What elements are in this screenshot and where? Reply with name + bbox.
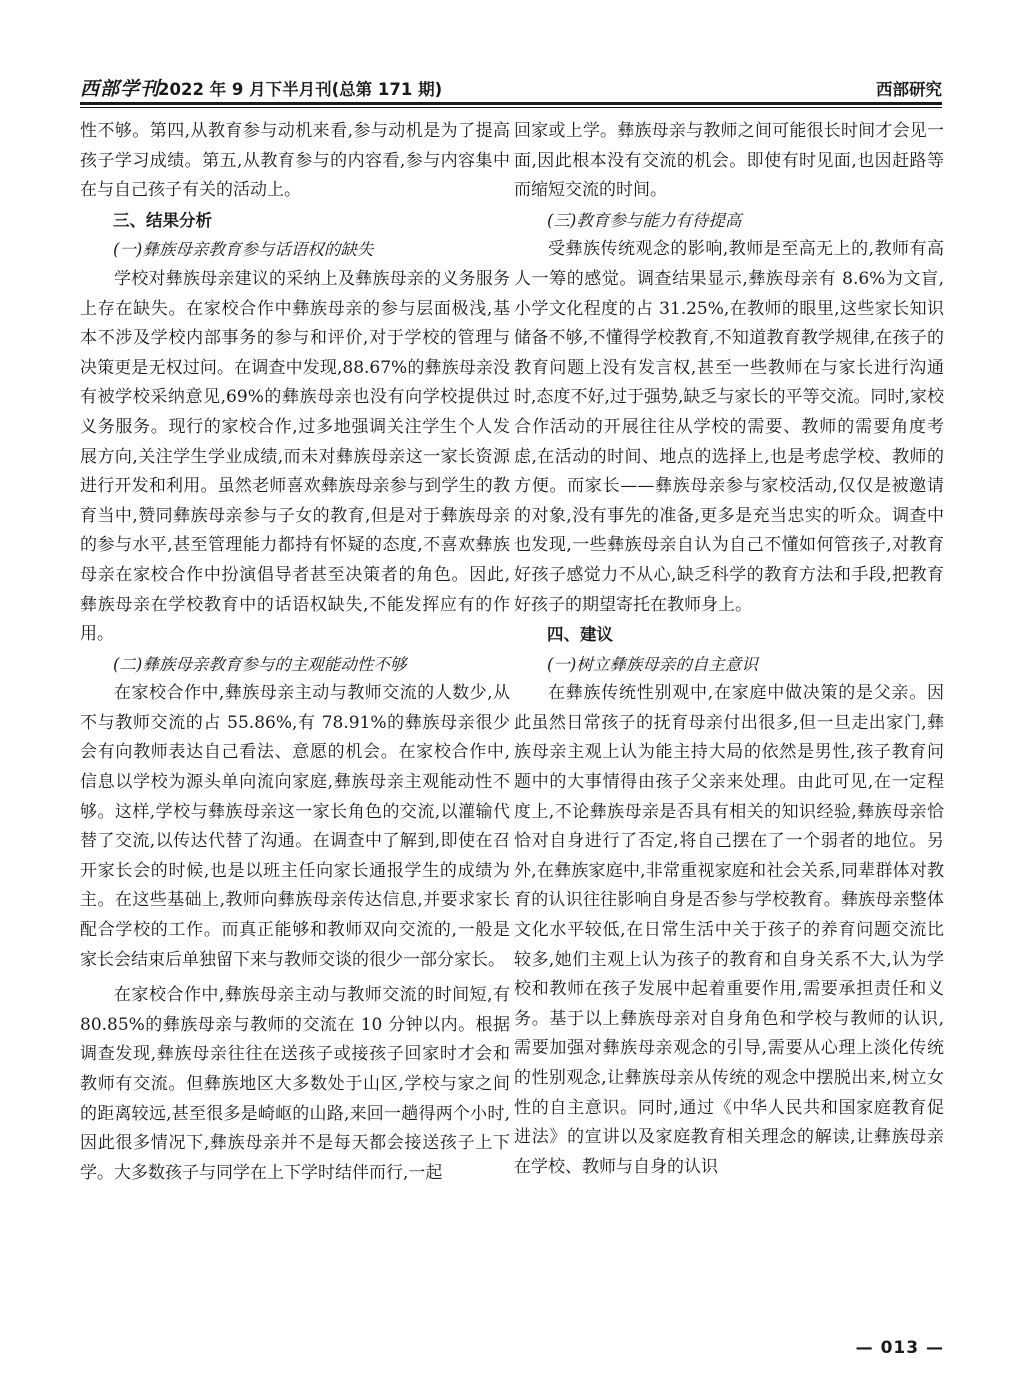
paragraph: 受彝族传统观念的影响,教师是至高无上的,教师有高人一筹的感觉。调查结果显示,彝族母亲有 8.6%为文盲,小学文化程度的占 31.25%,在教师的眼里,这些家长知识储备不够,不懂得学校教育,不知道教育教学规律,在孩子的教育问题上没有发言权,甚至一些教师在与家长进行沟通时,态度不好,过于强势,缺乏与家长的平等交流。同时,家校合作活动的开展往往从学校的需要、教师的需要角度考虑,在活动的时间、地点的选择上,也是考虑学校、教师的方便。而家长——彝族母亲参与家校活动,仅仅是被邀请的对象,没有事先的准备,更多是充当忠实的听众。调查中也发现,一些彝族母亲自认为自己不懂如何管孩子,对教育好孩子感觉力不从心,缺乏科学的教育方法和手段,把教育好孩子的期望寄托在教师身上。 [514,239,944,615]
section-heading: 三、结果分析 [113,210,212,230]
left-column [80,117,510,1188]
header-rule-thick [80,102,942,105]
subsection-heading: (一)彝族母亲教育参与话语权的缺失 [113,240,374,260]
subsection-heading: (二)彝族母亲教育参与的主观能动性不够 [113,654,407,674]
subsection-heading: (三)教育参与能力有待提高 [547,210,742,230]
subsection-heading: (一)树立彝族母亲的自主意识 [547,654,758,674]
page-number: — 013 — [855,1338,944,1358]
section-heading: 四、建议 [547,625,613,645]
paragraph: 性不够。第四,从教育参与动机来看,参与动机是为了提高孩子学习成绩。第五,从教育参与的内容看,参与内容集中在与自己孩子有关的活动上。 [80,121,510,201]
paragraph: 在家校合作中,彝族母亲主动与教师交流的时间短,有 80.85%的彝族母亲与教师的交流在 10 分钟以内。根据调查发现,彝族母亲往往在送孩子或接孩子回家时才会和教师有交流。但彝族地区大多数处于山区,学校与家之间的距离较远,甚至很多是崎岖的山路,来回一趟得两个小时,因此很多情况下,彝族母亲并不是每天都会接送孩子上下学。大多数孩子与同学在上下学时结伴而行,一起 [80,985,510,1183]
running-header [80,72,942,102]
header-rule-thin [80,107,942,108]
paragraph: 在家校合作中,彝族母亲主动与教师交流的人数少,从不与教师交流的占 55.86%,有 78.91%的彝族母亲很少会有向教师表达自己看法、意愿的机会。在家校合作中,信息以学校为源头单向流向家庭,彝族母亲主观能动性不够。这样,学校与彝族母亲这一家长角色的交流,以灌输代替了交流,以传达代替了沟通。在调查中了解到,即使在召开家长会的时候,也是以班主任向家长通报学生的成绩为主。在这些基础上,教师向彝族母亲传达信息,并要求家长配合学校的工作。而真正能够和教师双向交流的,一般是家长会结束后单独留下来与教师交谈的很少一部分家长。 [80,683,510,970]
section-name: 西部研究 [876,80,942,99]
journal-name: 西部学刊 [80,78,161,100]
paragraph: 回家或上学。彝族母亲与教师之间可能很长时间才会见一面,因此根本没有交流的机会。即使有时见面,也因赶路等而缩短交流的时间。 [514,121,944,201]
paragraph: 学校对彝族母亲建议的采纳上及彝族母亲的义务服务上存在缺失。在家校合作中彝族母亲的参与层面极浅,基本不涉及学校内部事务的参与和评价,对于学校的管理与决策更是无权过问。在调查中发现,88.67%的彝族母亲没有被学校采纳意见,69%的彝族母亲也没有向学校提供过义务服务。现行的家校合作,过多地强调关注学生个人发展方向,关注学生学业成绩,而未对彝族母亲这一家长资源进行开发和利用。虽然老师喜欢彝族母亲参与到学生的教育当中,赞同彝族母亲参与子女的教育,但是对于彝族母亲的参与水平,甚至管理能力都持有怀疑的态度,不喜欢彝族母亲在家校合作中扮演倡导者甚至决策者的角色。因此,彝族母亲在学校教育中的话语权缺失,不能发挥应有的作用。 [80,268,510,645]
paragraph: 在彝族传统性别观中,在家庭中做决策的是父亲。因此虽然日常孩子的抚育母亲付出很多,但一旦走出家门,彝族母亲主观上认为能主持大局的依然是男性,孩子教育问题中的大事情得由孩子父亲来处理。由此可见,在一定程度上,不论彝族母亲是否具有相关的知识经验,彝族母亲恰恰对自身进行了否定,将自己摆在了一个弱者的地位。另外,在彝族家庭中,非常重视家庭和社会关系,同辈群体对教育的认识往往影响自身是否参与学校教育。彝族母亲整体文化水平较低,在日常生活中关于孩子的养育问题交流比较多,她们主观上认为孩子的教育和自身关系不大,认为学校和教师在孩子发展中起着重要作用,需要承担责任和义务。基于以上彝族母亲对自身角色和学校与教师的认识,需要加强对彝族母亲观念的引导,需要从心理上淡化传统的性别观念,让彝族母亲从传统的观念中摆脱出来,树立女性的自主意识。同时,通过《中华人民共和国家庭教育促进法》的宣讲以及家庭教育相关理念的解读,让彝族母亲在学校、教师与自身的认识 [514,683,944,1177]
right-column [514,117,944,1182]
issue-info: 2022 年 9 月下半月刊(总第 171 期) [158,80,443,99]
